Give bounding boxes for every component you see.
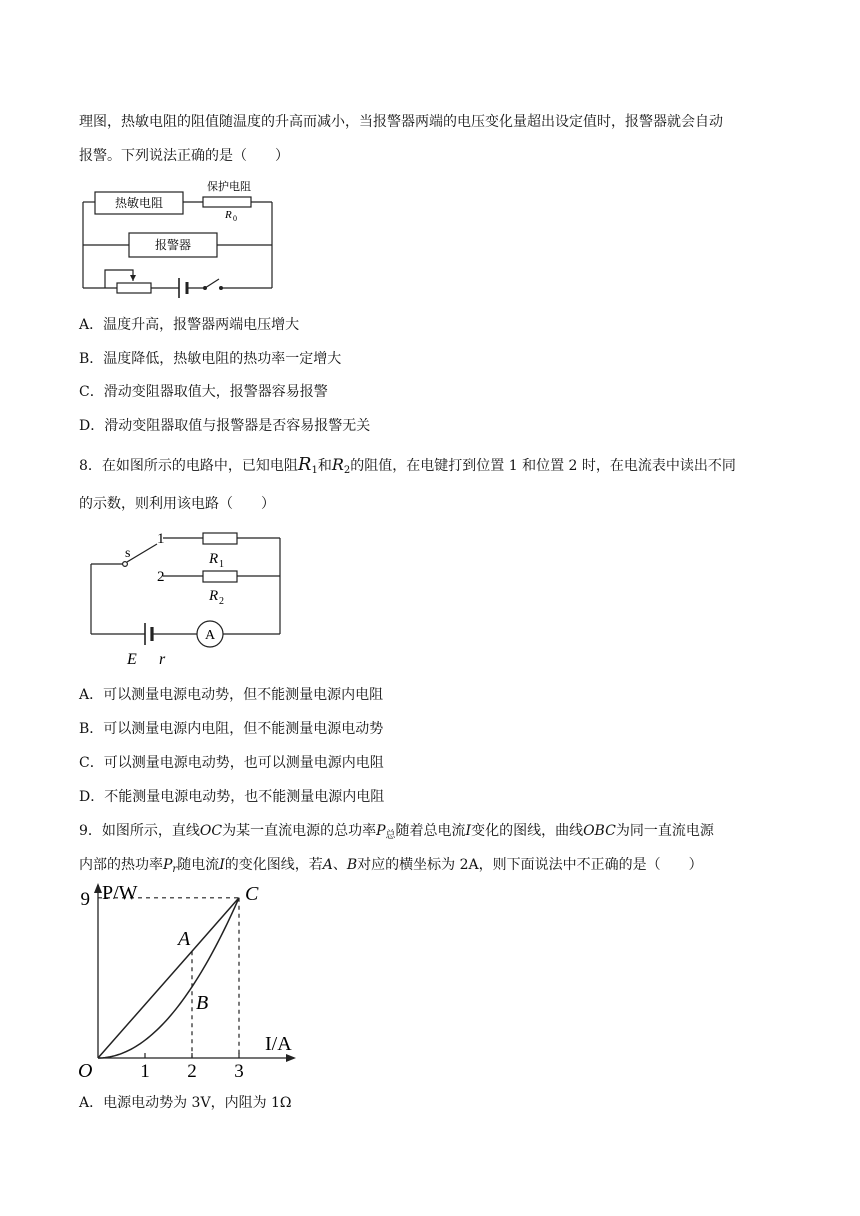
q9-i: I [465, 823, 472, 839]
q9-oc: OC [199, 823, 223, 839]
y-tick-label: 9 [80, 888, 90, 910]
q8-circuit-figure [85, 524, 290, 666]
r0-label: R [225, 209, 232, 221]
emf-label: E [127, 651, 137, 666]
q8-stem-line2: 的示数，则利用该电路（ ） [79, 496, 275, 512]
q9-obc: OBC [583, 823, 616, 839]
q9-stem-line2 [79, 855, 703, 880]
q9-text-1b: 为某一直流电源的总功率 [222, 823, 377, 839]
q9-a: A [322, 857, 333, 873]
q9-text-2b: 随电流 [177, 857, 220, 873]
q9-text-2d: 对应的横坐标为 2A，则下面说法中不正确的是（ ） [357, 857, 703, 873]
thermistor-label: 热敏电阻 [114, 196, 164, 210]
r2-symbol [203, 571, 237, 582]
q8-r1-symbol: R [297, 454, 312, 475]
q9-text-1e: 为同一直流电源 [615, 823, 714, 839]
slider-arrow-icon [130, 275, 136, 281]
q9-text-1d: 变化的图线，曲线 [471, 823, 584, 839]
point-label-a: A [178, 928, 191, 951]
q7-option-b: B．温度降低，热敏电阻的热功率一定增大 [79, 351, 342, 367]
x-tick-label: 2 [187, 1061, 197, 1082]
point-label-c: C [245, 883, 259, 905]
q7-stem-line1: 理图，热敏电阻的阻值随温度的升高而减小，当报警器两端的电压变化量超出设定值时，报警器就会自动 [79, 114, 723, 130]
q9-text-1c: 随着总电流 [395, 823, 466, 839]
switch-lever [205, 279, 219, 288]
r1-symbol [203, 533, 237, 544]
q9-power-current-chart [70, 883, 320, 1083]
q8-r1-sub: 1 [311, 465, 318, 476]
q9-i-2: I [219, 857, 225, 873]
switch-label: s [125, 546, 131, 561]
q9-sep: 、 [332, 857, 347, 873]
switch-lever [127, 544, 157, 562]
x-tick-label: 3 [234, 1061, 244, 1082]
r0-subscript: 0 [233, 214, 237, 223]
protect-resistor-symbol [203, 197, 251, 207]
q7-option-a: A．温度升高，报警器两端电压增大 [79, 317, 300, 333]
q9-stem-line1 [79, 821, 714, 846]
position-1-label: 1 [157, 531, 165, 547]
r2-subscript: 2 [219, 596, 224, 607]
q8-r2-symbol: R [331, 455, 344, 474]
q9-text-2a: 内部的热功率 [79, 857, 163, 873]
q9-text-1a: 9．如图所示，直线 [79, 823, 200, 839]
q9-option-a: A．电源电动势为 3V，内阻为 1Ω [79, 1095, 292, 1111]
q9-pr-sub: r [172, 864, 178, 875]
q9-text-2c: 的变化图线，若 [224, 857, 323, 873]
position-2-label: 2 [157, 569, 165, 585]
q8-option-b: B．可以测量电源内电阻，但不能测量电源电动势 [79, 721, 384, 737]
q7-option-d: D．滑动变阻器取值与报警器是否容易报警无关 [79, 418, 371, 434]
q7-circuit-figure [79, 178, 279, 298]
x-axis-label: I/A [265, 1033, 292, 1055]
r1-label: R [209, 551, 219, 567]
q7-stem-line2: 报警。下列说法正确的是（ ） [79, 148, 289, 164]
q8-and: 和 [317, 458, 332, 474]
q8-option-a: A．可以测量电源电动势，但不能测量电源内电阻 [79, 687, 384, 703]
point-label-b: B [196, 991, 209, 1014]
r1-subscript: 1 [219, 559, 224, 570]
line-oc [98, 898, 239, 1058]
q9-pr: P [163, 857, 173, 873]
q9-p: P [376, 823, 386, 839]
q7-option-c: C．滑动变阻器取值大，报警器容易报警 [79, 384, 328, 400]
q9-p-sub: 总 [385, 830, 396, 841]
q8-stem-line1 [79, 455, 736, 481]
q9-b: B [346, 857, 358, 873]
q8-stem-a: 8．在如图所示的电路中，已知电阻 [79, 458, 298, 474]
q8-option-c: C．可以测量电源电动势，也可以测量电源内电阻 [79, 755, 384, 771]
r2-label: R [209, 588, 219, 604]
q8-option-d: D．不能测量电源电动势，也不能测量电源内电阻 [79, 789, 385, 805]
internal-resistance-label: r [159, 651, 166, 666]
ammeter-label: A [204, 628, 216, 643]
origin-label: O [78, 1060, 93, 1082]
x-tick-label: 1 [140, 1061, 150, 1082]
rheostat-symbol [117, 283, 151, 293]
protect-resistor-label: 保护电阻 [207, 181, 251, 193]
q8-stem-b: 的阻值，在电键打到位置 1 和位置 2 时，在电流表中读出不同 [350, 458, 736, 474]
q8-r2-sub: 2 [343, 465, 351, 476]
alarm-label: 报警器 [154, 238, 192, 252]
y-axis-label: P/W [102, 883, 138, 904]
